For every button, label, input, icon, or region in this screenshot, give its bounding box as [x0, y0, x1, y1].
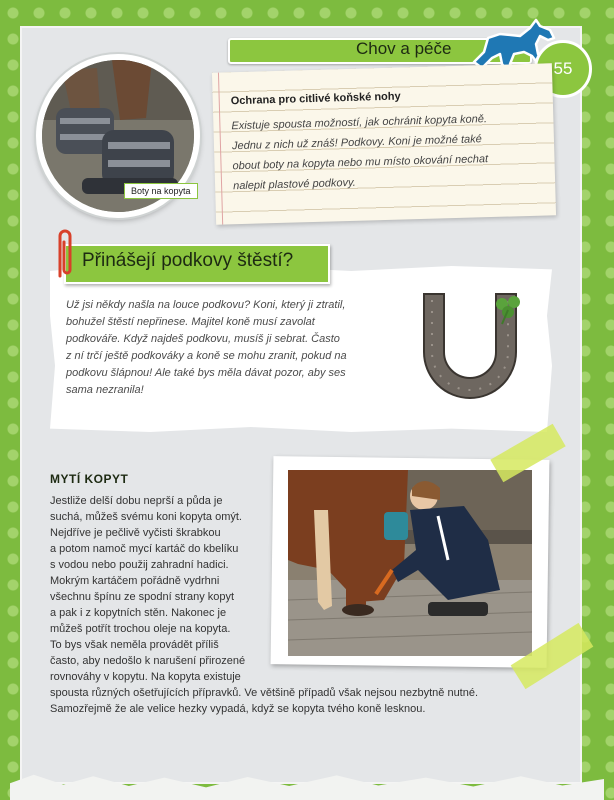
note-line: nalepit plastové podkovy. — [232, 176, 356, 193]
page-number: 55 — [534, 40, 592, 98]
wash-line: a potom namoč mycí kartáč do kbelíku — [50, 543, 239, 555]
lucky-line: Už jsi někdy našla na louce podkovu? Koni, který ji ztratil, — [66, 299, 346, 311]
photo-caption: Boty na kopyta — [124, 183, 198, 199]
note-paper — [212, 63, 556, 224]
note-title: Ochrana pro citlivé koňské nohy — [230, 90, 401, 108]
lucky-line: bohužel štěstí nepřinese. Majitel koně musí zavolat — [66, 316, 315, 328]
wash-line: rovnováhy v kopytu. Na kopyta existuje — [50, 671, 241, 683]
wash-line: často, aby nedošlo k narušení přirozené — [50, 655, 246, 667]
hoof-washing-photo — [288, 470, 532, 656]
wash-line: všechnu špínu ze spodní strany kopyt — [50, 591, 235, 603]
note-line: Jednu z nich už znáš! Podkovy. Koni je možné také — [231, 133, 482, 153]
lucky-line: podkovu šlápnou! Ale také bys měla dávat pozor, aby ses — [66, 367, 346, 379]
wash-line: Samozřejmě že ale velice hezky vypadá, když se kopyta tvého koně lesknou. — [50, 703, 426, 715]
lucky-title: Přinášejí podkovy štěstí? — [82, 250, 294, 271]
note-margin-line — [218, 73, 223, 225]
lucky-text — [66, 297, 396, 399]
section-title: Chov a péče — [356, 39, 452, 58]
paperclip-icon — [54, 226, 76, 282]
wash-line: Jestliže delší dobu neprší a půda je — [50, 495, 223, 507]
hoof-washing-illustration — [288, 470, 532, 656]
note-line: Existuje spousta možností, jak ochránit kopyta koně. — [231, 113, 488, 133]
wash-line: můžeš potřít trochou oleje na kopyta. — [50, 623, 231, 635]
wash-line: spousta různých ošetřujících přípravků. Ve většině případů však nejsou nezbytně nutné. — [50, 687, 479, 699]
wash-heading: MYTÍ KOPYT — [50, 472, 129, 486]
lucky-line: sama nezranila! — [66, 384, 144, 396]
wash-line: s vodou nebo použij zahradní hadici. — [50, 559, 229, 571]
wash-line: suchá, můžeš svému koni kopyta omýt. — [50, 511, 242, 523]
note-text — [231, 108, 543, 197]
wash-line: Mokrým kartáčem pořádně vydrhni — [50, 575, 220, 587]
wash-line: a pak i z kopytních stěn. Nakonec je — [50, 607, 227, 619]
note-line: obout boty na kopyta nebo mu místo okování nechat — [232, 153, 489, 173]
lucky-line: podkováře. Když najdeš podkovu, musíš ji sebrat. Často — [66, 333, 340, 345]
wash-line: Nejdříve je pečlivě vyčisti škrabkou — [50, 527, 221, 539]
horseshoe-icon — [410, 286, 530, 410]
wash-line: To bys však neměla provádět příliš — [50, 639, 219, 651]
lucky-line: z ní trčí ještě podkováky a koně se mohu zranit, pokud na — [66, 350, 347, 362]
